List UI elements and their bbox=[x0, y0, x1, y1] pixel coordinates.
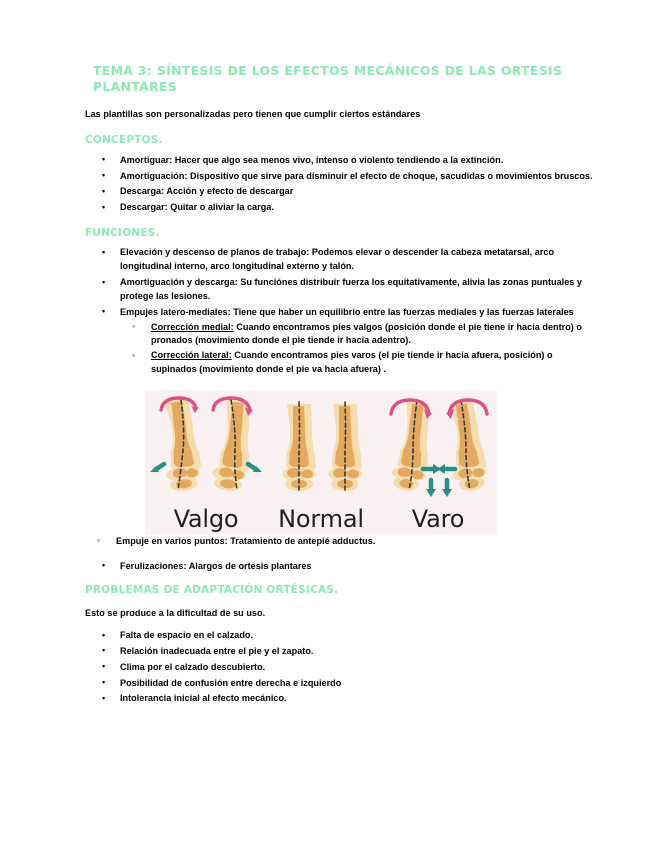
funciones-list-after-figure bbox=[85, 560, 597, 574]
varo-legs-graphic bbox=[379, 394, 497, 498]
list-item: • Amortiguación y descarga: Su funciónes distribuir fuerza los equitativamente, alivia las zonas puntuales y protege las lesiones. bbox=[85, 276, 597, 304]
figure-panel-varo bbox=[379, 390, 497, 534]
list-item bbox=[85, 306, 597, 377]
page-title: TEMA 3: SÍNTESIS DE LOS EFECTOS MECÁNICOS DE LAS ORTESIS PLANTARES bbox=[93, 63, 563, 94]
list-item: • Amortiguación: Dispositivo que sirve para disminuir el efecto de choque, sacudidas o movimientos bruscos. bbox=[85, 170, 597, 184]
list-item: • Posibilidad de confusión entre derecha e izquierdo bbox=[85, 677, 597, 691]
figure-panel-normal bbox=[263, 390, 379, 534]
list-item: • Ferulizaciones: Alargos de ortesis plantares bbox=[85, 560, 597, 574]
sub-list-item-term: Corrección lateral: bbox=[151, 350, 232, 361]
problemas-list bbox=[85, 629, 597, 706]
figure-label-varo: Varo bbox=[411, 504, 465, 533]
funciones-sublist bbox=[120, 321, 597, 377]
sub-list-item-term: Corrección medial: bbox=[151, 321, 234, 332]
figure-label-valgo: Valgo bbox=[173, 504, 239, 533]
valgo-legs-graphic bbox=[147, 394, 265, 498]
list-item: • Descargar: Quitar o aliviar la carga. bbox=[85, 201, 597, 215]
anatomy-illustration bbox=[145, 390, 497, 534]
section-heading-problemas: PROBLEMAS DE ADAPTACIÓN ORTÉSICAS. bbox=[85, 584, 339, 597]
section-heading-funciones: FUNCIONES. bbox=[85, 226, 160, 239]
list-item: • Falta de espacio en el calzado. bbox=[85, 629, 597, 643]
list-item: • Elevación y descenso de planos de trabajo: Podemos elevar o descender la cabeza metatarsal, arco longitudinal interno, arco longitudinal externo y talón. bbox=[85, 246, 597, 274]
list-item-text: Empujes latero-mediales: Tiene que haber un equilibrio entre las fuerzas mediales y las fuerzas laterales bbox=[120, 306, 574, 317]
normal-legs-graphic bbox=[263, 394, 379, 498]
list-item: • Descarga: Acción y efecto de descargar bbox=[85, 185, 597, 199]
list-item: • Intolerancia inicial al efecto mecánico. bbox=[85, 692, 597, 706]
figure-valgo-normal-varo bbox=[145, 390, 497, 534]
sub-list-item: ◦ Empuje en varios puntos: Tratamiento de antepié adductus. bbox=[85, 535, 597, 549]
funciones-list bbox=[85, 246, 597, 376]
conceptos-list bbox=[85, 154, 597, 215]
figure-label-normal: Normal bbox=[278, 504, 364, 533]
list-item: • Clima por el calzado descubierto. bbox=[85, 661, 597, 675]
funciones-sublist-after-figure bbox=[85, 535, 597, 549]
problemas-intro: Esto se produce a la dificultad de su uso. bbox=[85, 607, 266, 618]
sub-list-item bbox=[120, 349, 597, 377]
sub-list-item bbox=[120, 321, 597, 349]
figure-panel-valgo bbox=[147, 390, 265, 534]
intro-paragraph: Las plantillas son personalizadas pero tienen que cumplir ciertos estándares bbox=[85, 109, 421, 119]
list-item: • Relación inadecuada entre el pie y el zapato. bbox=[85, 645, 597, 659]
sub-list-item-text: Cuando encontramos pies varos (el pie tiende ir hacia afuera, posición) o supinados (movimiento donde el pie va hacia afuera) . bbox=[151, 350, 553, 374]
list-item: • Amortiguar: Hacer que algo sea menos vivo, intenso o violento tendiendo a la extinción. bbox=[85, 154, 597, 168]
sub-list-item-text: Cuando encontramos pies valgos (posición donde el pie tiene ir hacia dentro) o pronados (movimiento donde el pie tiende ir hacia adentro). bbox=[151, 321, 582, 346]
section-heading-conceptos: CONCEPTOS. bbox=[85, 134, 163, 147]
